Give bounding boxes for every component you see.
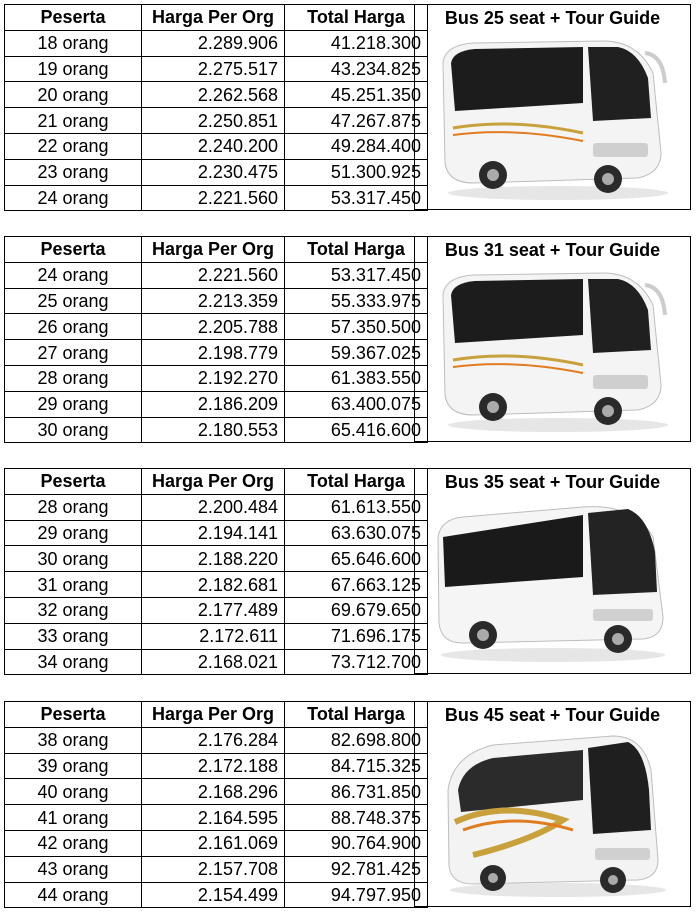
peserta-cell: 34 orang (5, 649, 142, 675)
header-row (5, 5, 428, 31)
table-row (5, 882, 428, 908)
bus-title: Bus 45 seat + Tour Guide (444, 705, 661, 725)
harga-cell: 2.221.560 (142, 262, 285, 288)
header-peserta: Peserta (5, 5, 142, 31)
harga-cell: 2.154.499 (142, 882, 285, 908)
peserta-cell: 24 orang (5, 262, 142, 288)
peserta-cell: 25 orang (5, 288, 142, 314)
total-cell: 63.400.075 (285, 391, 428, 417)
harga-cell: 2.213.359 (142, 288, 285, 314)
harga-cell: 2.180.553 (142, 417, 285, 443)
total-cell: 90.764.900 (285, 830, 428, 856)
header-harga: Harga Per Org (142, 237, 285, 263)
table-row (5, 830, 428, 856)
header-harga: Harga Per Org (142, 702, 285, 728)
peserta-cell: 43 orang (5, 856, 142, 882)
peserta-cell: 42 orang (5, 830, 142, 856)
price-table (4, 468, 428, 675)
peserta-cell: 39 orang (5, 753, 142, 779)
table-row (5, 391, 428, 417)
total-cell: 82.698.800 (285, 727, 428, 753)
harga-cell: 2.168.296 (142, 779, 285, 805)
harga-cell: 2.194.141 (142, 520, 285, 546)
table-row (5, 753, 428, 779)
harga-cell: 2.275.517 (142, 56, 285, 82)
peserta-cell: 19 orang (5, 56, 142, 82)
table-row (5, 494, 428, 520)
table-row (5, 56, 428, 82)
harga-cell: 2.262.568 (142, 82, 285, 108)
header-total: Total Harga (285, 5, 428, 31)
total-cell: 47.267.875 (285, 108, 428, 134)
header-total: Total Harga (285, 702, 428, 728)
header-peserta: Peserta (5, 237, 142, 263)
minibus-icon (433, 33, 673, 203)
total-cell: 67.663.125 (285, 572, 428, 598)
total-cell: 53.317.450 (285, 185, 428, 211)
harga-cell: 2.198.779 (142, 340, 285, 366)
bus-box (414, 236, 691, 442)
total-cell: 84.715.325 (285, 753, 428, 779)
peserta-cell: 33 orang (5, 623, 142, 649)
peserta-cell: 27 orang (5, 340, 142, 366)
big-coach-bus-icon (433, 730, 673, 900)
peserta-cell: 28 orang (5, 494, 142, 520)
peserta-cell: 30 orang (5, 417, 142, 443)
header-row (5, 469, 428, 495)
bus-title: Bus 31 seat + Tour Guide (444, 240, 661, 260)
harga-cell: 2.205.788 (142, 314, 285, 340)
harga-cell: 2.250.851 (142, 108, 285, 134)
total-cell: 65.646.600 (285, 546, 428, 572)
table-row (5, 856, 428, 882)
harga-cell: 2.164.595 (142, 805, 285, 831)
total-cell: 88.748.375 (285, 805, 428, 831)
harga-cell: 2.188.220 (142, 546, 285, 572)
harga-cell: 2.168.021 (142, 649, 285, 675)
peserta-cell: 44 orang (5, 882, 142, 908)
table-row (5, 185, 428, 211)
harga-cell: 2.172.188 (142, 753, 285, 779)
total-cell: 94.797.950 (285, 882, 428, 908)
total-cell: 43.234.825 (285, 56, 428, 82)
table-row (5, 133, 428, 159)
table-row (5, 417, 428, 443)
harga-cell: 2.177.489 (142, 597, 285, 623)
total-cell: 73.712.700 (285, 649, 428, 675)
peserta-cell: 18 orang (5, 30, 142, 56)
total-cell: 61.613.550 (285, 494, 428, 520)
total-cell: 71.696.175 (285, 623, 428, 649)
table-row (5, 340, 428, 366)
coach-bus-icon (433, 497, 673, 667)
peserta-cell: 38 orang (5, 727, 142, 753)
peserta-cell: 23 orang (5, 159, 142, 185)
table-row (5, 572, 428, 598)
total-cell: 63.630.075 (285, 520, 428, 546)
table-row (5, 520, 428, 546)
header-total: Total Harga (285, 469, 428, 495)
header-row (5, 237, 428, 263)
peserta-cell: 22 orang (5, 133, 142, 159)
price-table (4, 236, 428, 443)
table-row (5, 546, 428, 572)
peserta-cell: 20 orang (5, 82, 142, 108)
header-harga: Harga Per Org (142, 5, 285, 31)
harga-cell: 2.230.475 (142, 159, 285, 185)
peserta-cell: 32 orang (5, 597, 142, 623)
peserta-cell: 21 orang (5, 108, 142, 134)
table-row (5, 727, 428, 753)
header-peserta: Peserta (5, 702, 142, 728)
table-row (5, 623, 428, 649)
total-cell: 69.679.650 (285, 597, 428, 623)
table-row (5, 597, 428, 623)
total-cell: 53.317.450 (285, 262, 428, 288)
peserta-cell: 29 orang (5, 520, 142, 546)
harga-cell: 2.186.209 (142, 391, 285, 417)
harga-cell: 2.200.484 (142, 494, 285, 520)
harga-cell: 2.157.708 (142, 856, 285, 882)
bus-title: Bus 35 seat + Tour Guide (444, 472, 661, 492)
table-row (5, 288, 428, 314)
harga-cell: 2.192.270 (142, 365, 285, 391)
total-cell: 41.218.300 (285, 30, 428, 56)
table-row (5, 82, 428, 108)
bus-box (414, 4, 691, 210)
harga-cell: 2.221.560 (142, 185, 285, 211)
table-row (5, 108, 428, 134)
header-peserta: Peserta (5, 469, 142, 495)
table-row (5, 159, 428, 185)
harga-cell: 2.172.611 (142, 623, 285, 649)
peserta-cell: 28 orang (5, 365, 142, 391)
peserta-cell: 41 orang (5, 805, 142, 831)
table-row (5, 649, 428, 675)
harga-cell: 2.289.906 (142, 30, 285, 56)
table-row (5, 30, 428, 56)
price-table (4, 4, 428, 211)
harga-cell: 2.240.200 (142, 133, 285, 159)
total-cell: 57.350.500 (285, 314, 428, 340)
total-cell: 59.367.025 (285, 340, 428, 366)
bus-title: Bus 25 seat + Tour Guide (444, 8, 661, 28)
table-row (5, 262, 428, 288)
table-row (5, 314, 428, 340)
peserta-cell: 26 orang (5, 314, 142, 340)
bus-box (414, 701, 691, 907)
table-row (5, 805, 428, 831)
table-row (5, 365, 428, 391)
total-cell: 45.251.350 (285, 82, 428, 108)
table-row (5, 779, 428, 805)
harga-cell: 2.176.284 (142, 727, 285, 753)
total-cell: 55.333.975 (285, 288, 428, 314)
minibus-icon (433, 265, 673, 435)
total-cell: 49.284.400 (285, 133, 428, 159)
total-cell: 65.416.600 (285, 417, 428, 443)
harga-cell: 2.161.069 (142, 830, 285, 856)
header-total: Total Harga (285, 237, 428, 263)
peserta-cell: 30 orang (5, 546, 142, 572)
peserta-cell: 24 orang (5, 185, 142, 211)
price-table (4, 701, 428, 908)
bus-box (414, 468, 691, 674)
peserta-cell: 40 orang (5, 779, 142, 805)
peserta-cell: 31 orang (5, 572, 142, 598)
harga-cell: 2.182.681 (142, 572, 285, 598)
total-cell: 61.383.550 (285, 365, 428, 391)
total-cell: 92.781.425 (285, 856, 428, 882)
total-cell: 51.300.925 (285, 159, 428, 185)
header-harga: Harga Per Org (142, 469, 285, 495)
header-row (5, 702, 428, 728)
peserta-cell: 29 orang (5, 391, 142, 417)
total-cell: 86.731.850 (285, 779, 428, 805)
